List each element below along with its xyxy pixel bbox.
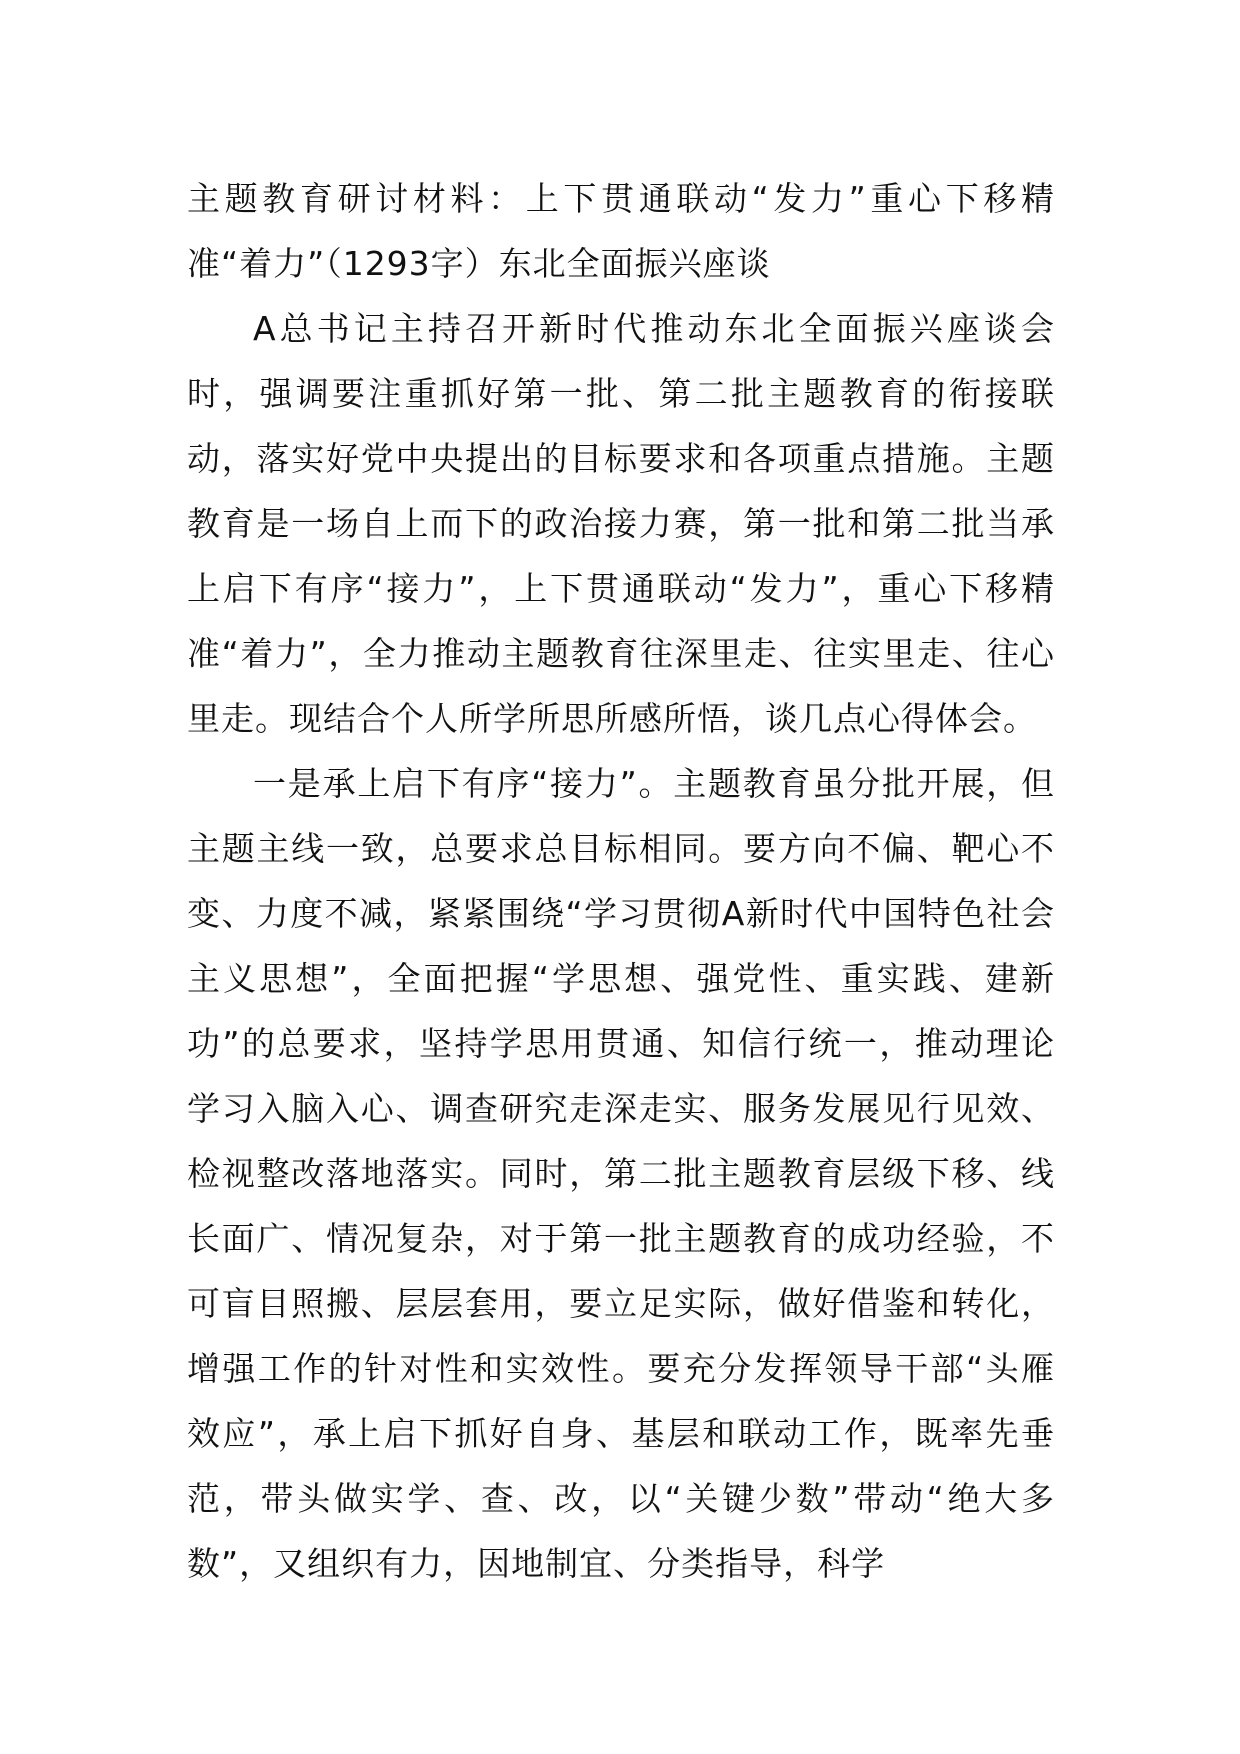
document-title: 主题教育研讨材料：上下贯通联动“发力”重心下移精准“着力”（1293字）东北全面振兴座谈 (187, 179, 1055, 283)
document-body (187, 166, 1055, 1596)
paragraph-point-one: 一是承上启下有序“接力”。主题教育虽分批开展，但主题主线一致，总要求总目标相同。要方向不偏、靶心不变、力度不减，紧紧围绕“学习贯彻A新时代中国特色社会主义思想”，全面把握“学思想、强党性、重实践、建新功”的总要求，坚持学思用贯通、知信行统一，推动理论学习入脑入心、调查研究走深走实、服务发展见行见效、检视整改落地落实。同时，第二批主题教育层级下移、线长面广、情况复杂，对于第一批主题教育的成功经验，不可盲目照搬、层层套用，要立足实际，做好借鉴和转化，增强工作的针对性和实效性。要充分发挥领导干部“头雁效应”，承上启下抓好自身、基层和联动工作，既率先垂范，带头做实学、查、改，以“关键少数”带动“绝大多数”，又组织有力，因地制宜、分类指导，科学 (187, 764, 1055, 1583)
paragraph-intro: A总书记主持召开新时代推动东北全面振兴座谈会时，强调要注重抓好第一批、第二批主题教育的衔接联动，落实好党中央提出的目标要求和各项重点措施。主题教育是一场自上而下的政治接力赛，第一批和第二批当承上启下有序“接力”，上下贯通联动“发力”，重心下移精准“着力”，全力推动主题教育往深里走、往实里走、往心里走。现结合个人所学所思所感所悟，谈几点心得体会。 (187, 309, 1055, 738)
